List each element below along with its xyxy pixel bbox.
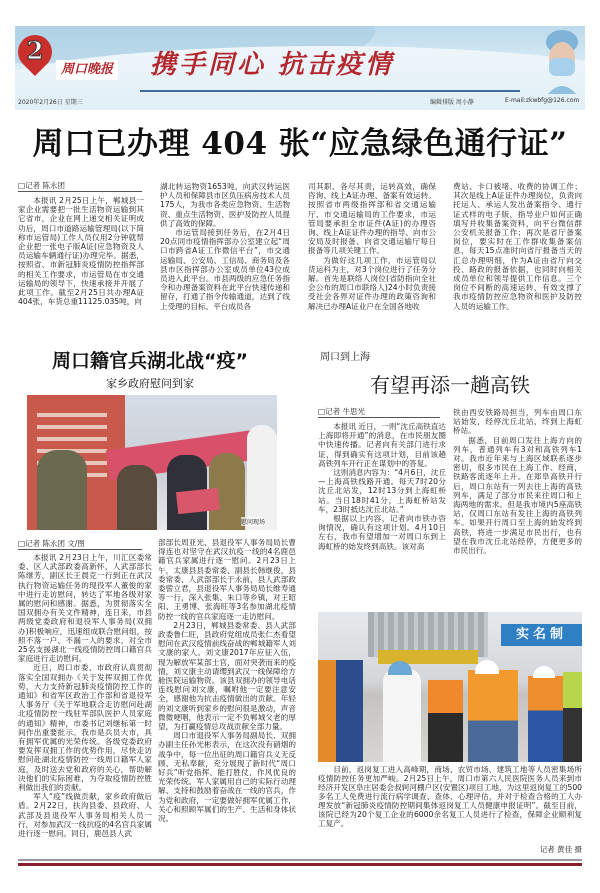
paragraph: 铁由西安铁路局担当，列车由周口东站始发，经停沈丘北站，终到上海虹桥站。 <box>453 408 582 436</box>
article2-subheadline: 家乡政府慰问到家 <box>106 377 194 390</box>
footer-rule <box>18 859 582 861</box>
newspaper-logo: 周口晚报 <box>56 60 118 80</box>
photo-caption-label: 慰问现场 <box>241 519 266 526</box>
article1-column-1 <box>18 196 144 306</box>
banner-divider <box>140 90 520 92</box>
paragraph: 为做好这几项工作，市运管局以货运科为主，对3个岗位进行了任务分解。首先是联络人岗位(省防指向全社会公布的周口市联络人)24小时负责接受社会各界对证件办理的政策咨询和解决已办理A证业户在全国各地收 <box>308 255 436 311</box>
paragraph: 本报讯 近日，一则“沈丘高铁直达上海即将开通”的消息，在市民朋友圈中快速传播。记者向有关部门进行求证，得到确实有这项计划，目前该趟高铁列车开行正在谋划中的答复。 <box>318 422 446 468</box>
paragraph: 据悉，目前周口发往上海方向的列车，普通列车有3对和高铁列车1对。我市近年来与上海区域联系逐步密切，很多市民在上海工作、经商，铁路客流逐年上升。在郑阜高铁开行后，周口东站有一列去往上海的高铁列车，满足了部分市民来往周口和上海两地的需求。但是我市境内5座高铁站，仅周口东站有发往上海的高铁列车。如果开行周口至上海的始发终到高铁，将进一步满足市民出行，也有望在我市沈丘北站经停，方便更多的市民出行。 <box>453 435 582 556</box>
paragraph: 本报讯 2月25日上午，郸城县一家企业需要把一批生活物资运输到其它省市，企业在网上递交相关证明成功后，周口市道路运输管理局(以下简称市运管局)工作人员仅用2分钟就帮企业把一张电子版A证(应急物资及人员运输车辆通行证)办理完毕。据悉，按照省、市新冠肺炎疫情防控指挥部的相关工作要求，市运管局在市交通运输局的领导下，快速承接并开展了此项工作。截至2月25日共办理A证404张，车货总重11125.035吨，向 <box>18 196 144 307</box>
paragraph: 近日，周口市委、市政府认真贯彻落实全国双拥办《关于发挥双拥工作优势，大力支持新冠肺炎疫情防控工作的通知》和省军区政治工作部和省退役军人事务厅《关于军地联合走访慰问赴湖北疫情防控一线驻军部队医护人员家庭的通知》精神，市委书记刘继标第一时间作出重要批示。我市是兵员大市，具有拥军优属的光荣传统。各级党委政府要发挥双拥工作的优势作用，尽快走访慰问赴湖北疫情防控一线周口籍军人家庭，及时送去党和政府的关心，帮助解决他们的实际困难，为夺取疫情防控胜利做出我们的贡献。 <box>18 663 152 793</box>
construction-site-photo <box>318 612 582 762</box>
paragraph: 2月23日，郸城县委常委、县人武部政委鲁仁旺，县政府党组成员张仁杰看望慰问在武汉疫情前线奋战的郸城籍军人刘文康的家人。刘文康2017年应征入伍，现为解放军某部士官，面对突袭而来的疫情，刘文康主动请缨到武汉一线保障给方舱医院运输物资。该县双拥办的领导电话连线慰问刘文康，嘱咐他一定要注意安全，感谢他为抗击疫情做出的贡献。年轻的刘文康听到家乡的慰问很是激动，声音微微哽咽，他表示一定不负郸城父老的厚望，为打赢疫情总攻战贡献全部力量。 <box>158 620 296 732</box>
photo-credit: 记者 黄佳 摄 <box>539 845 582 854</box>
article3-column-2 <box>453 408 582 555</box>
paragraph: 部部长周亚光，县退役军人事务局局长曹得连也对坚守在武汉抗疫一线的4名鹿邑籍官兵家属进行逐一慰问。2月23日上午，太康县县委常委、副县长韩继俊，县委常委、人武部部长于永前，县人武部政委訾立君，县退役军人事务局局长维寿通等一行，深入张集、朱口等乡镇，对王昭阳、王勇博、张海旺等3名参加湖北疫情防控一线的官兵家庭逐一走访慰问。 <box>158 538 296 621</box>
main-headline: 周口已办理 404 张“应急绿色通行证” <box>32 126 568 162</box>
article2-byline: □记者 陈永团 文/图 <box>18 538 142 550</box>
article3-column-1 <box>318 422 446 551</box>
paragraph: 湖北转运物资1653吨，向武汉转运医护人员和保障县市区负压病房技术人员175人，为我市各类应急物资、生活物资、重点生活物资、医护及防控人员提供了高效的保障。 <box>160 182 290 228</box>
page-number: 2 <box>26 36 44 65</box>
paragraph: 市运管局接到任务后，在2月4日20点同市疫情指挥部办公室建立起“周口市跨省A证工作微信平台”，市交通运输局、公安局、工信局、商务局及各县市区指挥部办公室成员单位43位成员进入此平台。市县两级的应急任务指令和办理备案资料在此平台快速传递和留存，打通了指令传输通道，达到了线上受理的目标。平台成员各 <box>160 228 290 311</box>
paragraph: 周口市退役军人事务局副局长、双拥办副主任孙光彬表示，在这次没有硝烟的战争中，每一位出征的周口籍官兵义无反顾、无私奉献，充分展现了新时代“周口好兵”听党指挥、能打胜仗、作风优良的光荣传统。军人家属用自己的实际行动理解、支持和鼓励着奋战在一线的官兵，作为党和政府，一定要做好拥军优属工作，关心和照顾军属们的生产、生活和身体状况。 <box>158 731 296 824</box>
article3-kicker: 周口到上海 <box>320 352 370 363</box>
paragraph: 本报讯 2月23日上午，川汇区委常委、区人武部政委高新怀，人武部部长陈继芳，副区长王晨克一行到正在武汉执行物资运输任务的现役军人董俊的家中进行走访慰问，转达了军地各级对家属的慰问和感谢。据悉，为贯彻落实全国双拥办有关文件精神，连日来，市县两级党委政府和退役军人事务局(双拥办)积极响应，迅速组成联合慰问组，按照不落一户、不漏一人的要求，对全市25名支援湖北一线疫情防控周口籍官兵家庭进行走访慰问。 <box>18 553 152 664</box>
article2-headline: 周口籍官兵湖北战“疫” <box>52 350 248 372</box>
photo-caption: 目前，返岗复工进入高峰期，商场、农贸市场、建筑工地等人员密集场所疫情防控任务更加严峻。2月25日上午，周口市第六人民医院医务人员来到市经济开发区阜庄居委会叔轲河棚户区(安置区)项目工地，为这里返岗复工的500多名工人免费进行流行病学调查、查体、心理评估，并对于检查合格的工人办理发放“新冠肺炎疫情防控期间集体返岗复工人员健康申报证明”。截至目前，该院已经为20个复工企业的6000余名复工人员进行了检查，保障企业顺利复工复产。 <box>318 765 582 828</box>
article3-byline: □记者 牛思光 <box>318 406 440 418</box>
article1-column-3 <box>308 182 436 311</box>
contact-email: E-mail:zkwbfg@126.com <box>505 97 580 104</box>
article1-column-4 <box>453 182 582 311</box>
footer-rule-red <box>18 863 582 866</box>
masked-nurse-illustration <box>540 28 584 94</box>
article2-column-1 <box>18 553 152 838</box>
paragraph: 费站、卡口被堵、收费的协调工作；其次是线上A证证件办理岗位，负责向托运人、承运人发出备案指令、通行证式样的电子版，指导业户如何正确填写并收集备案资料，向平台微信群公安机关报备工作；再次是省厅备案岗位，要实时在工作群收集备案信息，每天15点准时向省厅报备当天的汇总办理明细，作为A证由省厅向交投、路政的报备依据，也同时向相关成员单位和领导提供工作信息。三个岗位不间断的高速运转，有效支撑了我市疫情防控应急物资和医护及防控人员的运输工作。 <box>453 182 582 311</box>
editor-credit: 编辑排版 周小静 <box>430 99 474 106</box>
article2-column-2 <box>158 538 296 823</box>
paragraph: 司其职、各尽其责，运转高效，确保咨询、线上A证办理、备案有效运转。按照省市两级指挥部和省交通运输厅、市交通运输局的工作要求，市运管局要承担全市证件(A证)的办理咨询、线上A证证件办理的指导、向市公安局及时报备、向省交通运输厅每日报备等几项关键工作。 <box>308 182 436 256</box>
paragraph: 根据以上内容，记者向市铁办咨询情况，确认有这项计划。4月10日左右，我市有望增加一对周口东到上海虹桥的始发终到高铁。该对高 <box>318 514 446 551</box>
paragraph: 这则消息内容为：“4月6日，沈丘—上海高铁线路开通。每天7时20分沈丘北站发，12时13分到上海虹桥站。当日18时41分，上海虹桥站发车，23时抵达沈丘北站。” <box>318 468 446 514</box>
real-name-sign: 实名制 <box>501 624 582 646</box>
article1-byline: □记者 陈永团 <box>18 180 142 192</box>
section-slogan: 携手同心 抗击疫情 <box>150 50 395 80</box>
article3-headline: 有望再添一趟高铁 <box>370 373 530 397</box>
issue-date: 2020年2月26日 星期三 <box>18 99 83 106</box>
article1-column-2 <box>160 182 290 311</box>
article2-photo <box>27 395 277 530</box>
paragraph: 军人“疫”线做贡献，家乡政府做后盾。2月22日，扶沟县委、县政府、人武部及县退役军人事务局相关人员一行，对参加武汉一线抗疫的4名官兵家属进行逐一慰问。同日，鹿邑县人武 <box>18 792 152 839</box>
